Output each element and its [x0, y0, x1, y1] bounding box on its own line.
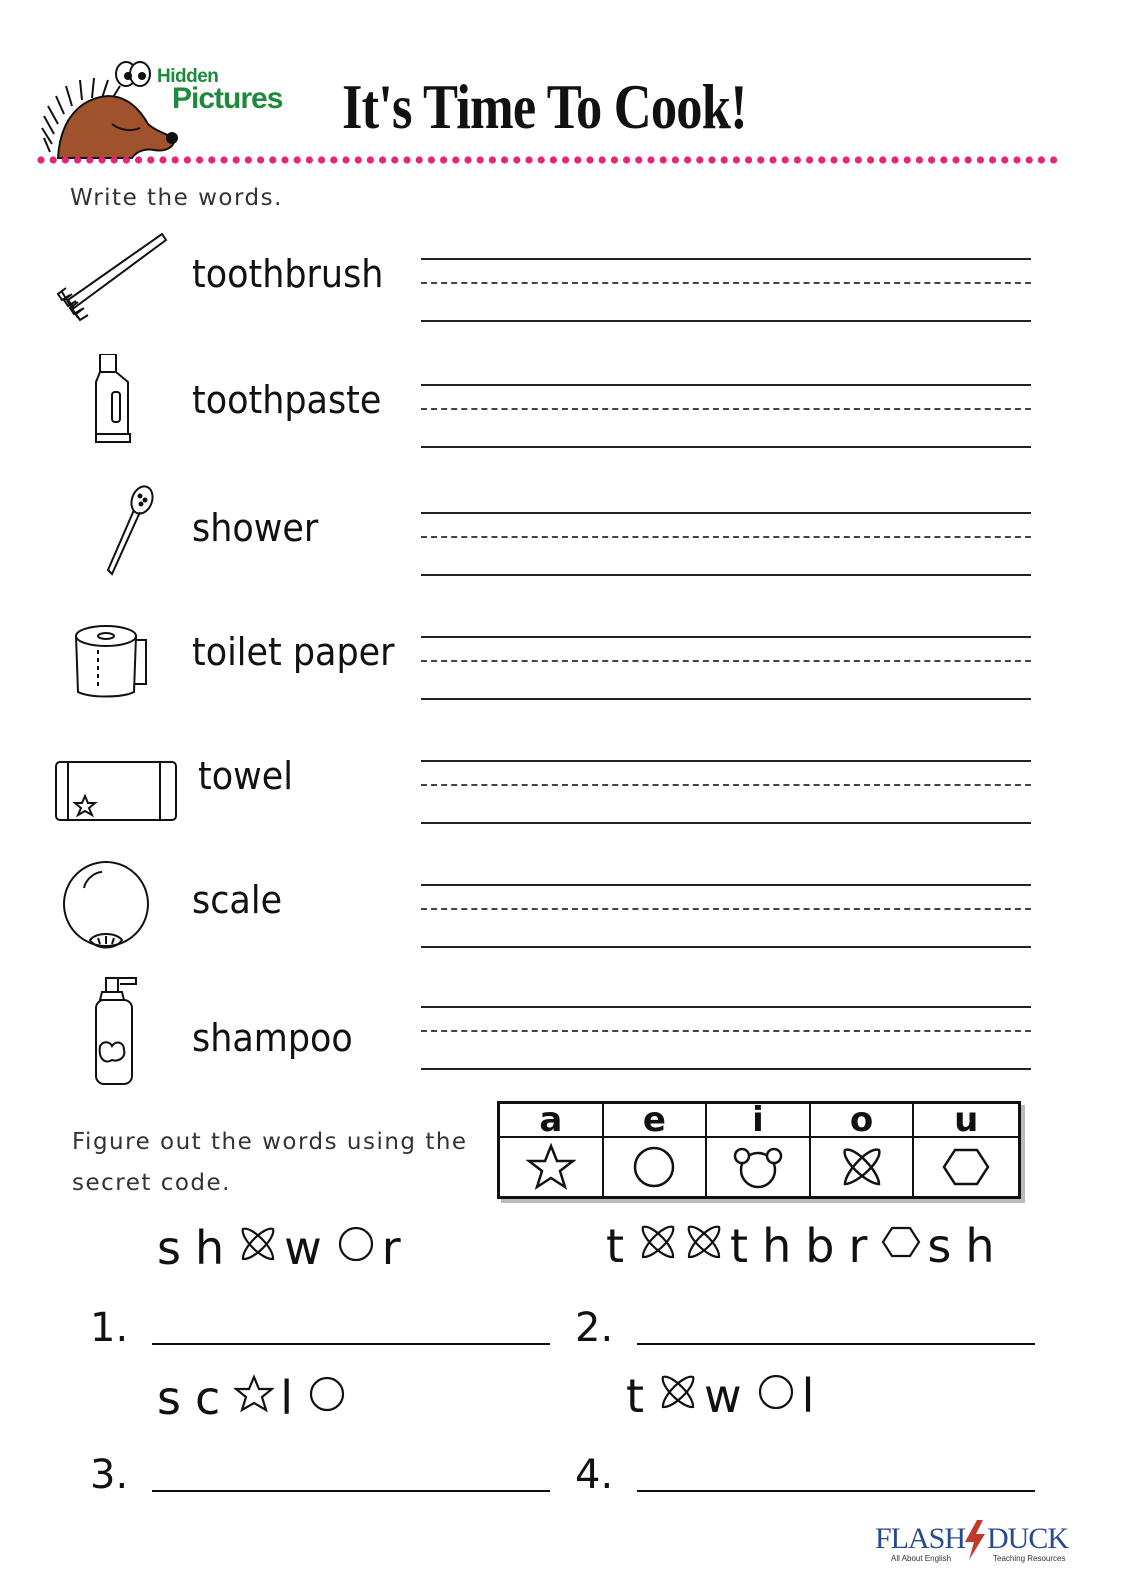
word-label: toothpaste — [192, 378, 382, 422]
word-row-toilet-paper — [50, 606, 1050, 716]
puzzle-letter: t — [730, 1219, 749, 1273]
puzzle-letter: w — [284, 1221, 322, 1275]
handwriting-lines[interactable] — [421, 760, 1031, 825]
star-symbol-icon — [500, 1138, 604, 1196]
answer-line-3[interactable] — [152, 1489, 550, 1492]
puzzle-letter: r — [848, 1219, 868, 1273]
word-row-shower — [50, 482, 1050, 592]
handwriting-lines[interactable] — [421, 258, 1031, 323]
circle-symbol-icon — [307, 1371, 353, 1425]
hexagon-symbol-icon — [881, 1219, 927, 1273]
word-label: toothbrush — [192, 252, 384, 296]
answer-number: 4. — [575, 1452, 614, 1498]
code-letter: i — [707, 1104, 811, 1138]
x-flower-symbol-icon — [238, 1221, 284, 1275]
circle-symbol-icon — [336, 1221, 382, 1275]
answer-number: 1. — [90, 1305, 129, 1351]
scale-icon — [50, 854, 180, 964]
hexagon-symbol-icon — [914, 1138, 1018, 1196]
toothpaste-icon — [50, 354, 180, 464]
coded-word-1 — [157, 1218, 415, 1278]
logo-text-hidden: Hidden — [157, 66, 219, 87]
toilet-paper-icon — [50, 606, 180, 716]
toothbrush-icon — [50, 228, 180, 338]
word-row-toothpaste — [50, 354, 1050, 464]
code-letter: e — [604, 1104, 708, 1138]
puzzle-letter: c — [194, 1371, 221, 1425]
handwriting-lines[interactable] — [421, 1006, 1031, 1071]
circle-symbol-icon — [756, 1369, 802, 1423]
code-letter: o — [811, 1104, 915, 1138]
word-label: toilet paper — [192, 630, 395, 674]
puzzle-letter: l — [280, 1371, 294, 1425]
coded-word-4 — [626, 1366, 828, 1426]
answer-number: 2. — [575, 1305, 614, 1351]
word-label: shampoo — [192, 1016, 353, 1060]
answer-row-4 — [575, 1452, 1035, 1498]
coded-word-2 — [606, 1216, 1009, 1276]
towel-icon — [50, 730, 180, 840]
handwriting-lines[interactable] — [421, 512, 1031, 577]
answer-line-2[interactable] — [637, 1342, 1035, 1345]
shampoo-bottle-icon — [50, 976, 180, 1086]
puzzle-letter: h — [762, 1219, 792, 1273]
x-flower-symbol-icon — [638, 1219, 684, 1273]
answer-line-1[interactable] — [152, 1342, 550, 1345]
shower-head-icon — [50, 482, 180, 592]
tagline-right: Teaching Resources — [993, 1554, 1066, 1563]
x-flower-symbol-icon — [658, 1369, 704, 1423]
handwriting-lines[interactable] — [421, 884, 1031, 949]
code-letter: u — [914, 1104, 1018, 1138]
puzzle-letter: t — [606, 1219, 625, 1273]
star-symbol-icon — [234, 1371, 280, 1425]
flash-duck-logo — [875, 1520, 1075, 1570]
puzzle-letter: r — [381, 1221, 401, 1275]
instruction-write-words: Write the words. — [70, 185, 283, 211]
answer-line-4[interactable] — [637, 1489, 1035, 1492]
puzzle-letter: s — [157, 1221, 181, 1275]
brand-right: DUCK — [987, 1522, 1069, 1555]
brand-left: FLASH — [875, 1522, 966, 1555]
puzzle-letter: h — [194, 1221, 225, 1275]
puzzle-letter: s — [927, 1219, 952, 1273]
answer-row-3 — [90, 1452, 550, 1498]
puzzle-letter: s — [157, 1371, 181, 1425]
answer-number: 3. — [90, 1452, 129, 1498]
lightning-bolt-icon — [961, 1520, 987, 1560]
word-label: scale — [192, 878, 283, 922]
answer-row-2 — [575, 1305, 1035, 1351]
bear-face-symbol-icon — [707, 1138, 811, 1196]
secret-code-table — [497, 1101, 1021, 1199]
word-label: towel — [198, 754, 293, 798]
coded-word-3 — [157, 1368, 353, 1428]
page-title: It's Time To Cook! — [342, 71, 747, 142]
answer-row-1 — [90, 1305, 550, 1351]
circle-symbol-icon — [604, 1138, 708, 1196]
instruction-secret-code: Figure out the words using the secret code. — [72, 1129, 468, 1196]
puzzle-letter: t — [626, 1369, 645, 1423]
hedgehog-icon — [40, 40, 180, 165]
code-letter: a — [500, 1104, 604, 1138]
dotted-divider — [36, 155, 1066, 165]
puzzle-letter: w — [704, 1369, 742, 1423]
handwriting-lines[interactable] — [421, 384, 1031, 449]
tagline-left: All About English — [891, 1554, 952, 1563]
puzzle-letter: l — [801, 1369, 815, 1423]
word-row-scale — [50, 854, 1050, 964]
x-flower-symbol-icon — [811, 1138, 915, 1196]
puzzle-letter: h — [965, 1219, 995, 1273]
word-label: shower — [192, 506, 319, 550]
word-row-towel — [50, 730, 1050, 840]
logo-text-pictures: Pictures — [172, 82, 283, 115]
handwriting-lines[interactable] — [421, 636, 1031, 701]
x-flower-symbol-icon — [684, 1219, 730, 1273]
word-row-toothbrush — [50, 228, 1050, 338]
puzzle-letter: b — [805, 1219, 835, 1273]
word-row-shampoo — [50, 976, 1050, 1086]
